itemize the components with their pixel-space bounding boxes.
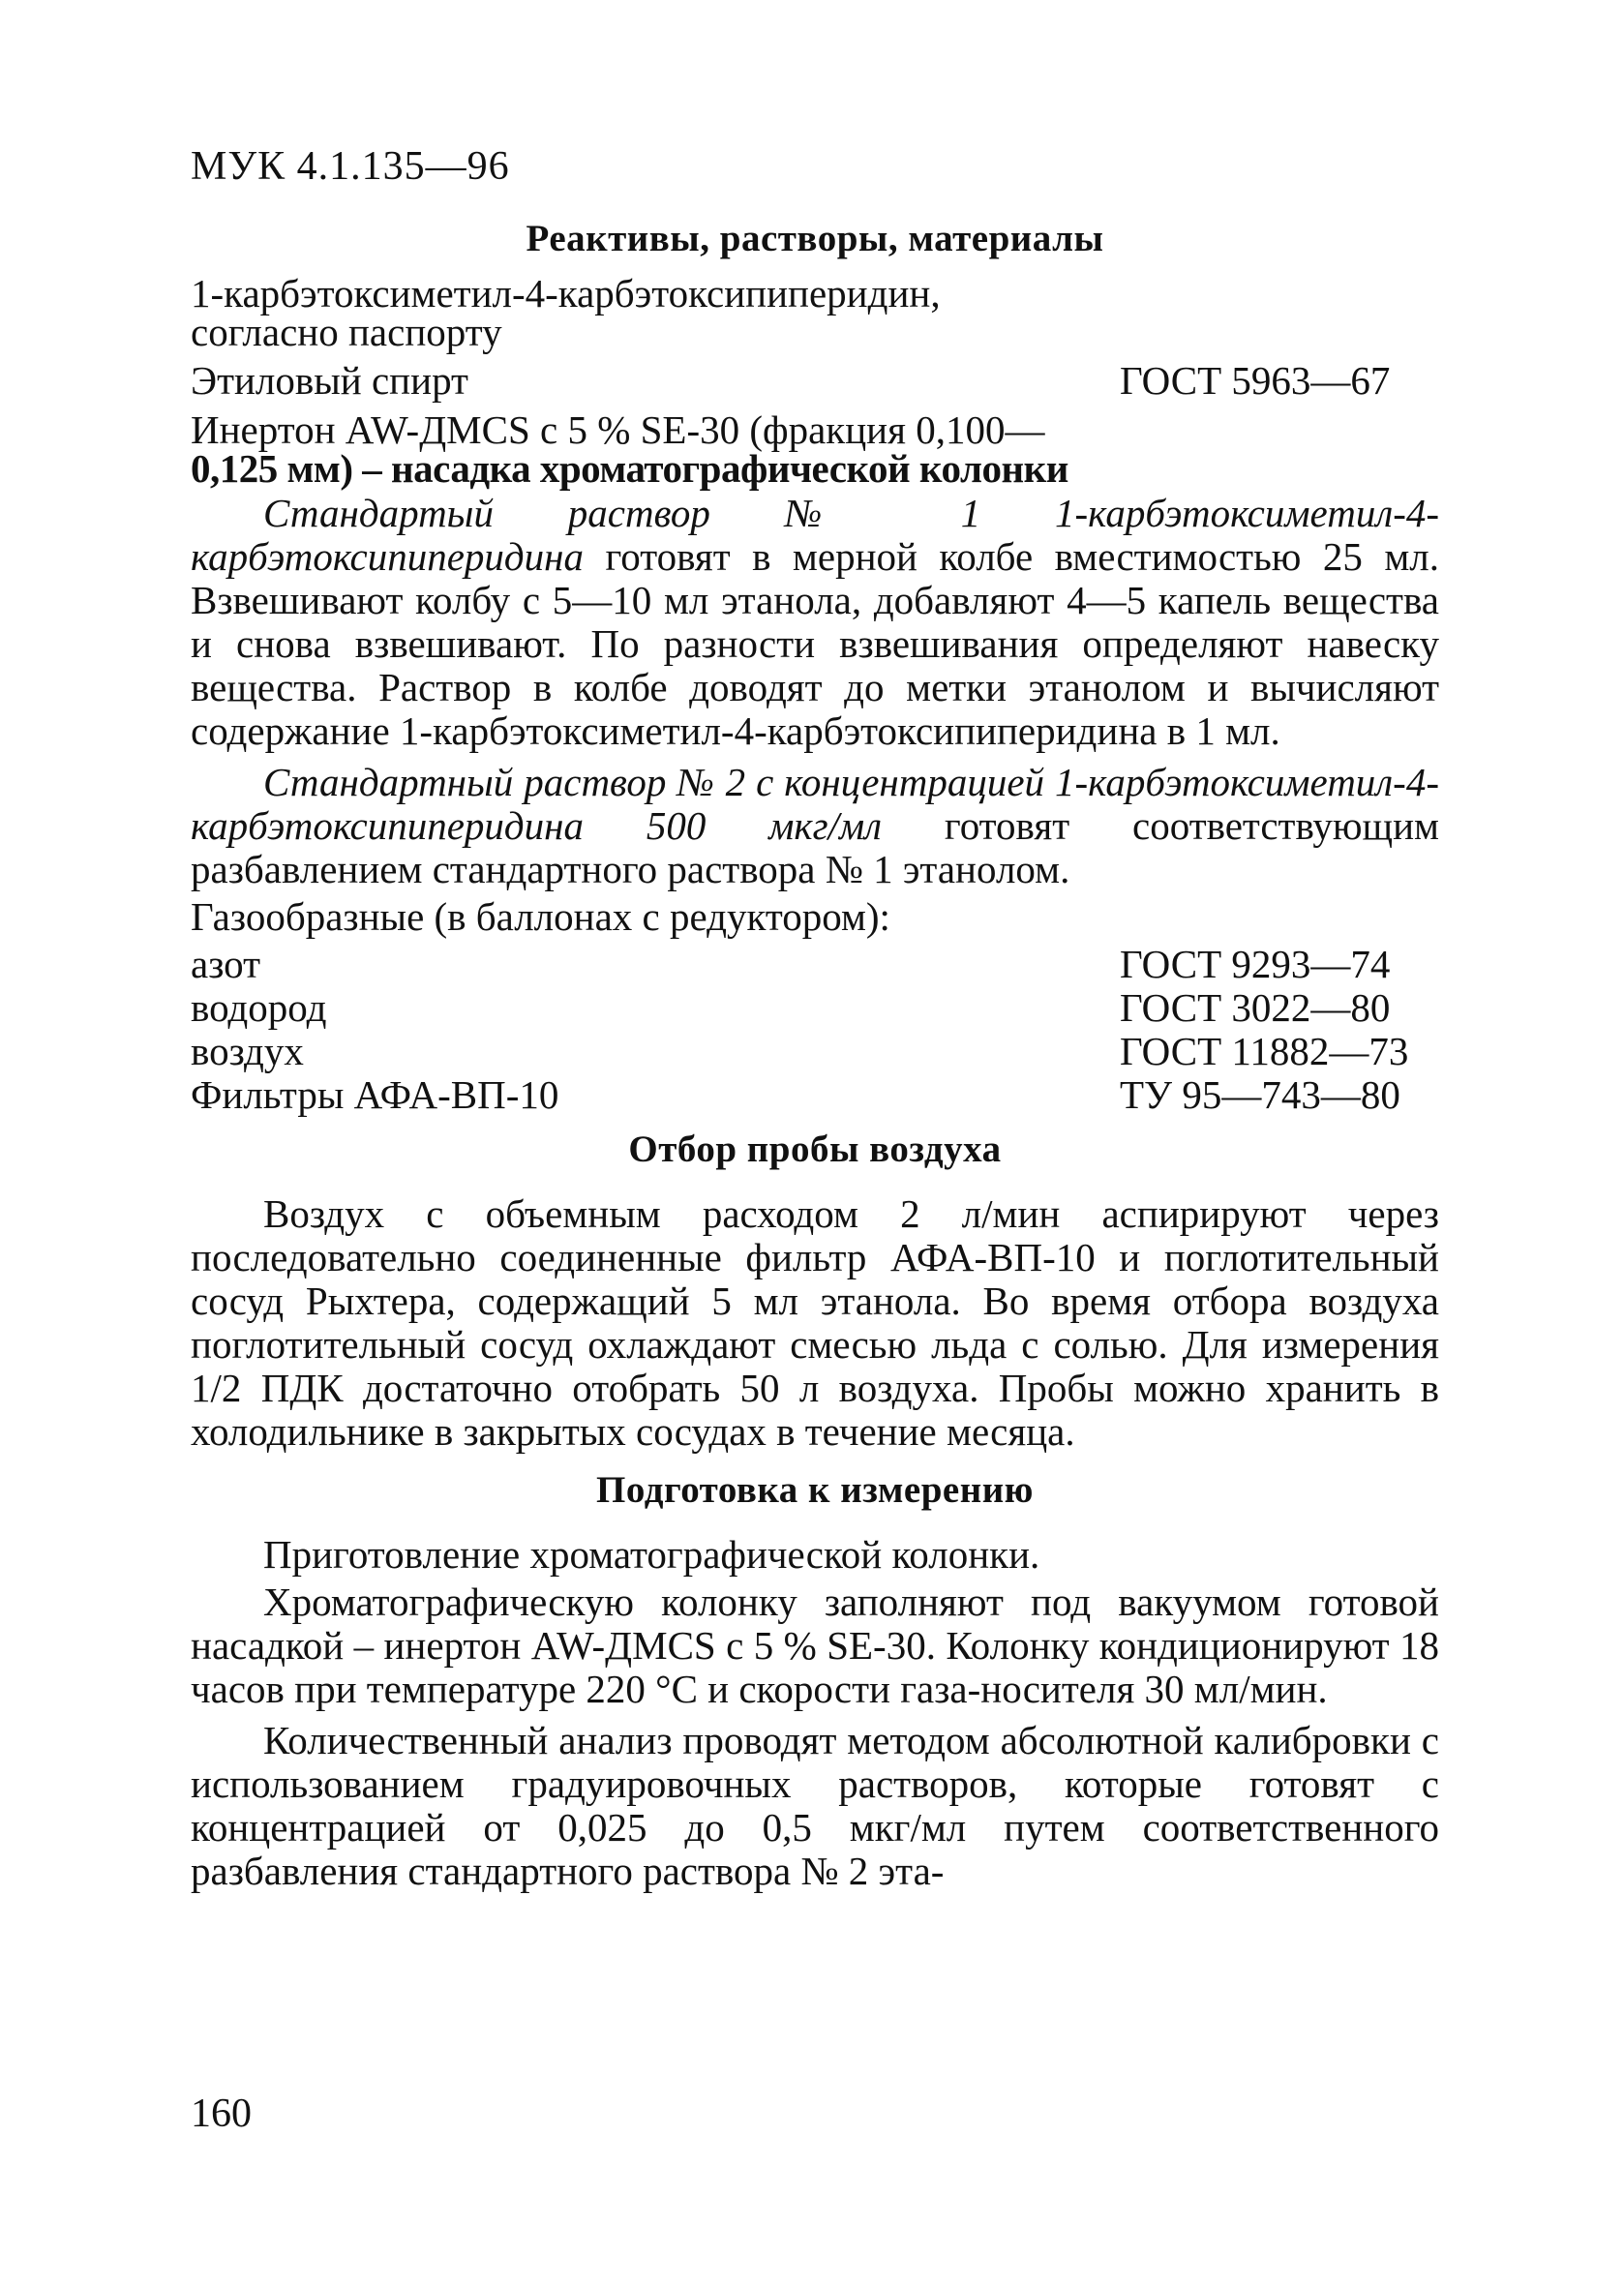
reagent-item-3-line-1: Инертон AW-ДMCS с 5 % SE-30 (фракция 0,100— <box>191 407 1045 452</box>
standard-solution-2-text: готовят соответствующим разбавлением стандартного раствора № 1 этанолом. <box>191 803 1439 891</box>
preparation-paragraph-2: Хроматографическую колонку заполняют под вакуумом готовой насадкой – инертон AW-ДMCS с 5 % SE-30. Колонку кондиционируют 18 часов при температуре 220 °С и скорости газа-носителя 30 мл/мин. <box>191 1580 1439 1711</box>
standard-solution-1-title: Стандартый раствор № 1 1-карбэтоксиметил-4-карбэтоксипиперидина <box>191 491 1439 579</box>
reagent-item-2 <box>191 359 1439 403</box>
preparation-paragraph-1: Приготовление хроматографической колонки. <box>263 1532 1040 1577</box>
reagent-item-1-line-1: 1-карбэтоксиметил-4-карбэтоксипиперидин, <box>191 271 941 316</box>
standard-solution-2-title: Стандартный раствор № 2 с концентрацией 1-карбэтоксиметил-4-карбэтоксипиперидина 500 мкг/мл <box>191 760 1439 848</box>
gas-standard: ГОСТ 11882—73 <box>1120 1029 1409 1073</box>
gas-name: воздух <box>191 1029 304 1073</box>
standard-solution-1-paragraph <box>191 492 1439 753</box>
filter-name: Фильтры АФА-ВП-10 <box>191 1072 559 1117</box>
reagent-item-2-standard: ГОСТ 5963—67 <box>1120 358 1391 403</box>
page-number: 160 <box>191 2091 252 2136</box>
reagent-item-3-line-2: 0,125 мм) – насадка хроматографической колонки <box>191 446 1068 491</box>
preparation-paragraph-3: Количественный анализ проводят методом абсолютной калибровки с использованием градуировочных растворов, которые готовят с концентрацией от 0,025 до 0,5 мкг/мл путем соответственного разбавления стандартного раствора № 2 эта- <box>191 1718 1439 1893</box>
gas-item <box>191 1030 1439 1073</box>
reagent-item-2-name: Этиловый спирт <box>191 358 468 403</box>
reagent-item-1-line-2: согласно паспорту <box>191 310 502 354</box>
gas-standard: ГОСТ 3022—80 <box>1120 985 1391 1030</box>
filter-item <box>191 1073 1439 1117</box>
document-code: МУК 4.1.135—96 <box>191 144 510 189</box>
gas-item <box>191 943 1439 986</box>
section-title-sampling: Отбор пробы воздуха <box>628 1128 1002 1170</box>
page-content <box>191 145 1439 1893</box>
standard-solution-2-paragraph <box>191 761 1439 891</box>
section-title-reagents: Реактивы, растворы, материалы <box>526 218 1104 259</box>
filter-standard: ТУ 95—743—80 <box>1120 1072 1400 1117</box>
section-title-preparation: Подготовка к измерению <box>596 1469 1034 1511</box>
gas-standard: ГОСТ 9293—74 <box>1120 942 1391 986</box>
gas-name: азот <box>191 942 261 986</box>
standard-solution-1-text: готовят в мерной колбе вместимостью 25 мл. Взвешивают колбу с 5—10 мл этанола, добавляют 4—5 капель вещества и снова взвешивают. По разности взвешивания определяют навеску вещества. Раствор в колбе доводят до метки этанолом и вычисляют содержание 1-карбэтоксиметил-4-карбэтоксипиперидина в 1 мл. <box>191 534 1439 753</box>
gases-title: Газообразные (в баллонах с редуктором): <box>191 894 890 939</box>
sampling-paragraph: Воздух с объемным расходом 2 л/мин аспирируют через последовательно соединенные фильтр АФА-ВП-10 и поглотительный сосуд Рыхтера, содержащий 5 мл этанола. Во время отбора воздуха поглотительный сосуд охлаждают смесью льда с солью. Для измерения 1/2 ПДК достаточно отобрать 50 л воздуха. Пробы можно хранить в холодильнике в закрытых сосудах в течение месяца. <box>191 1191 1439 1454</box>
gas-item <box>191 986 1439 1030</box>
gas-name: водород <box>191 985 327 1030</box>
